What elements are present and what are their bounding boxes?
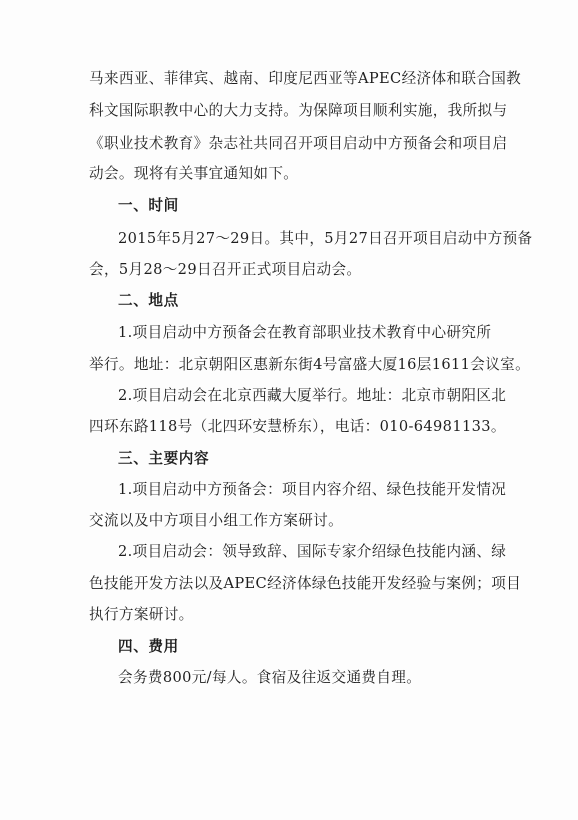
content-line-1: 1.项目启动中方预备会：项目内容介绍、绿色技能开发情况 <box>118 481 507 498</box>
content-line-5: 执行方案研讨。 <box>89 606 194 623</box>
time-line-2: 会，5月28～29日召开正式项目启动会。 <box>89 261 362 278</box>
section-heading-location: 二、地点 <box>118 292 179 309</box>
location-line-1: 1.项目启动中方预备会在教育部职业技术教育中心研究所 <box>118 324 492 341</box>
content-line-2: 交流以及中方项目小组工作方案研讨。 <box>89 512 344 529</box>
content-line-4: 色技能开发方法以及APEC经济体绿色技能开发经验与案例；项目 <box>89 575 522 592</box>
intro-line-4: 动会。现将有关事宜通知如下。 <box>89 165 299 182</box>
location-line-2: 举行。地址：北京朝阳区惠新东街4号富盛大厦16层1611会议室。 <box>89 356 531 373</box>
fees-line-1: 会务费800元/每人。食宿及往返交通费自理。 <box>118 669 422 686</box>
content-line-3: 2.项目启动会：领导致辞、国际专家介绍绿色技能内涵、绿 <box>118 543 507 560</box>
time-line-1: 2015年5月27～29日。其中，5月27日召开项目启动中方预备 <box>118 230 533 247</box>
intro-line-2: 科文国际职教中心的大力支持。为保障项目顺利实施，我所拟与 <box>89 102 508 119</box>
intro-line-1: 马来西亚、菲律宾、越南、印度尼西亚等APEC经济体和联合国教 <box>89 70 522 87</box>
section-heading-fees: 四、费用 <box>118 638 179 655</box>
intro-line-3: 《职业技术教育》杂志社共同召开项目启动中方预备会和项目启 <box>89 135 508 152</box>
section-heading-content: 三、主要内容 <box>118 450 210 467</box>
section-heading-time: 一、时间 <box>118 197 179 214</box>
location-line-4: 四环东路118号（北四环安慧桥东），电话：010-64981133。 <box>89 418 506 435</box>
location-line-3: 2.项目启动会在北京西藏大厦举行。地址：北京市朝阳区北 <box>118 387 507 404</box>
